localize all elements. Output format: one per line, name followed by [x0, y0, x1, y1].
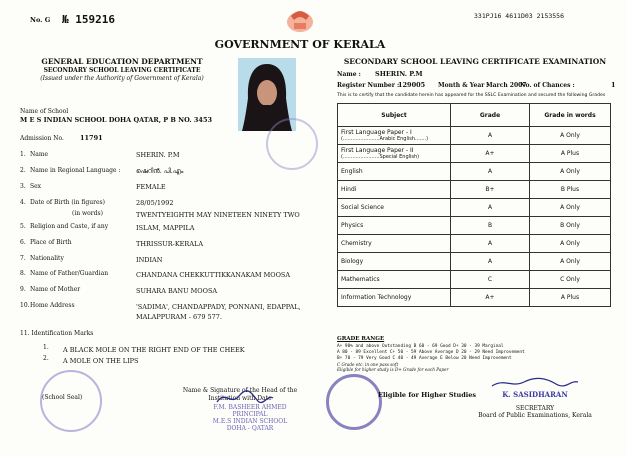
- register-label: Register Number :: [337, 82, 400, 89]
- header-grade-words: Grade in words: [530, 104, 611, 127]
- table-row: [338, 163, 611, 181]
- grade-words-cell: A Plus: [530, 145, 611, 163]
- exam-name-label: Name :: [337, 71, 361, 78]
- table-row: [338, 127, 611, 145]
- field-num: 7.: [20, 255, 26, 262]
- field-label: Name of Mother: [30, 286, 81, 293]
- government-title: GOVERNMENT OF KERALA: [214, 38, 386, 51]
- grade-words-cell: A Only: [530, 235, 611, 253]
- field-label: (in words): [72, 210, 103, 217]
- month-year: March 2007: [486, 82, 527, 89]
- grade-range-line: B+ 70 - 79 Very Good C 40 - 49 Average E Below 20 Need Improvement: [337, 356, 512, 361]
- mark-num: 2.: [43, 355, 49, 362]
- dept-title: GENERAL EDUCATION DEPARTMENT: [41, 57, 203, 66]
- grade-words-cell: A Only: [530, 253, 611, 271]
- field-value: FEMALE: [136, 183, 166, 191]
- principal-stamp-school: M.E.S INDIAN SCHOOL: [212, 418, 288, 425]
- subject-cell: Information Technology: [338, 289, 451, 307]
- grade-cell: A: [451, 253, 530, 271]
- field-num: 6.: [20, 239, 26, 246]
- field-num: 9.: [20, 286, 26, 293]
- address-line-2: MALAPPURAM - 679 577.: [136, 313, 222, 321]
- field-label: Home Address: [30, 302, 75, 309]
- grade-words-cell: A Plus: [530, 289, 611, 307]
- field-label: Name in Regional Language :: [30, 167, 121, 174]
- school-name: M E S INDIAN SCHOOL DOHA QATAR, P B NO. 3453: [20, 116, 213, 124]
- grade-words-cell: B Plus: [530, 181, 611, 199]
- serial-number: № 159216: [62, 13, 115, 26]
- field-value: TWENTYEIGHTH MAY NINETEEN NINETY TWO: [136, 211, 300, 219]
- field-label: Nationality: [30, 255, 64, 262]
- field-value: 28/05/1992: [136, 199, 174, 207]
- grade-words-cell: A Only: [530, 199, 611, 217]
- field-value: ISLAM, MAPPILA: [136, 224, 195, 232]
- grade-cell: B+: [451, 181, 530, 199]
- table-row: [338, 253, 611, 271]
- head-signature-label-2: Institution with Date: [208, 395, 272, 402]
- chances-label: No. of Chances :: [520, 82, 575, 89]
- grade-range-note: Eligible for higher study is D+ Grade for each Paper: [337, 367, 449, 372]
- issued-note: (Issued under the Authority of Government of Kerala): [40, 75, 204, 82]
- kerala-emblem-icon: [282, 6, 318, 34]
- photo-seal-stamp: [266, 118, 318, 170]
- school-seal-stamp: [40, 370, 102, 432]
- grade-cell: C: [451, 271, 530, 289]
- subject-cell: First Language Paper - II: [341, 146, 414, 154]
- certify-statement: This is to certify that the candidate herein has appeared for the SSLC Examination and secured the following Grades: [337, 93, 606, 98]
- field-label: Name: [30, 151, 49, 158]
- admission-label: Admission No.: [20, 135, 64, 142]
- field-value: 'SADIMA', CHANDAPPADY, PONNANI, EDAPPAL,: [136, 303, 301, 311]
- register-number: 129005: [398, 81, 426, 89]
- secretary-title: SECRETARY: [515, 405, 555, 412]
- field-num: 8.: [20, 270, 26, 277]
- grade-words-cell: A Only: [530, 163, 611, 181]
- eligibility-text: Eligible for Higher Studies: [378, 391, 477, 399]
- field-num: 2.: [20, 167, 26, 174]
- subject-cell: Social Science: [338, 199, 451, 217]
- subject-cell: Hindi: [338, 181, 451, 199]
- table-row: [338, 181, 611, 199]
- subject-cell: Chemistry: [338, 235, 451, 253]
- header-grade: Grade: [451, 104, 530, 127]
- grade-cell: A: [451, 163, 530, 181]
- field-value: INDIAN: [136, 256, 163, 264]
- secretary-board: Board of Public Examinations, Kerala: [478, 412, 592, 419]
- field-value: CHANDANA CHEKKUTTIKKANAKAM MOOSA: [136, 271, 291, 279]
- grades-table: [337, 103, 611, 307]
- identification-label: 11. Identification Marks: [20, 330, 94, 337]
- mark-text: A BLACK MOLE ON THE RIGHT END OF THE CHEEK: [63, 346, 245, 354]
- grade-range-note: C Grade etc. in one pass soft: [337, 362, 399, 367]
- grade-range-title: GRADE RANGE: [337, 336, 385, 342]
- grade-cell: A+: [451, 145, 530, 163]
- subject-cell: Mathematics: [338, 271, 451, 289]
- field-label: Religion and Caste, if any: [30, 223, 109, 230]
- field-num: 1.: [20, 151, 26, 158]
- field-label: Date of Birth (in figures): [30, 199, 105, 206]
- field-num: 3.: [20, 183, 26, 190]
- subject-cell: Biology: [338, 253, 451, 271]
- table-row: [338, 289, 611, 307]
- field-num: 5.: [20, 223, 26, 230]
- table-row: [338, 145, 611, 163]
- serial-label: No. G: [30, 16, 51, 24]
- exam-name: SHERIN. P.M: [375, 70, 423, 78]
- subject-cell: English: [338, 163, 451, 181]
- field-label: Sex: [30, 183, 42, 190]
- chances-value: 1: [611, 81, 616, 89]
- grade-cell: A+: [451, 289, 530, 307]
- field-value: SHERIN. P.M: [136, 151, 180, 159]
- school-label: Name of School: [20, 108, 69, 115]
- field-value: THRISSUR-KERALA: [136, 240, 204, 248]
- table-row: [338, 235, 611, 253]
- subject-cell: Physics: [338, 217, 451, 235]
- field-value: ഷെറിൻ. പി.എം: [136, 167, 184, 175]
- grade-range-line: A+ 90% and above Outstanding B 60 - 69 Good D+ 30 - 39 Marginal: [337, 344, 504, 349]
- secretary-signature-icon: [490, 376, 580, 390]
- exam-title: SECONDARY SCHOOL LEAVING CERTIFICATE EXAMINATION: [343, 57, 607, 66]
- subject-cell: First Language Paper - I: [341, 128, 412, 136]
- field-value: SUHARA BANU MOOSA: [136, 287, 218, 295]
- exam-board-seal: [326, 374, 382, 430]
- month-year-label: Month & Year :: [438, 82, 489, 89]
- reference-code: 331PJ16 4611D03 2153556: [474, 12, 565, 20]
- principal-stamp-place: DOHA - QATAR: [226, 425, 274, 432]
- secretary-name: K. SASIDHARAN: [502, 390, 568, 399]
- grade-words-cell: A Only: [530, 127, 611, 145]
- field-label: Place of Birth: [30, 239, 72, 246]
- grade-words-cell: B Only: [530, 217, 611, 235]
- grade-words-cell: C Only: [530, 271, 611, 289]
- grade-cell: A: [451, 235, 530, 253]
- mark-num: 1.: [43, 344, 49, 351]
- table-row: [338, 271, 611, 289]
- principal-stamp-name: F.M. BASHEER AHMED: [213, 404, 287, 411]
- grade-cell: A: [451, 127, 530, 145]
- table-row: [338, 217, 611, 235]
- cert-title: SECONDARY SCHOOL LEAVING CERTIFICATE: [43, 67, 201, 74]
- school-seal-label: (School Seal): [42, 394, 83, 401]
- grade-cell: B: [451, 217, 530, 235]
- field-num: 10.: [20, 302, 30, 309]
- header-subject: Subject: [338, 104, 451, 127]
- field-num: 4.: [20, 199, 26, 206]
- admission-number: 11791: [80, 134, 103, 142]
- field-label: Name of Father/Guardian: [30, 270, 109, 277]
- mark-text: A MOLE ON THE LIPS: [63, 357, 139, 365]
- head-signature-label-1: Name & Signature of the Head of the: [182, 387, 298, 394]
- subject-detail: (.......................Arabic English.......): [341, 135, 429, 142]
- principal-stamp-title: PRINCIPAL: [232, 411, 268, 418]
- table-row: [338, 199, 611, 217]
- subject-detail: (.......................Special English): [341, 153, 420, 160]
- grade-cell: A: [451, 199, 530, 217]
- grade-range-line: A 80 - 89 Excellent C+ 50 - 59 Above Average D 20 - 29 Need Improvement: [337, 350, 525, 355]
